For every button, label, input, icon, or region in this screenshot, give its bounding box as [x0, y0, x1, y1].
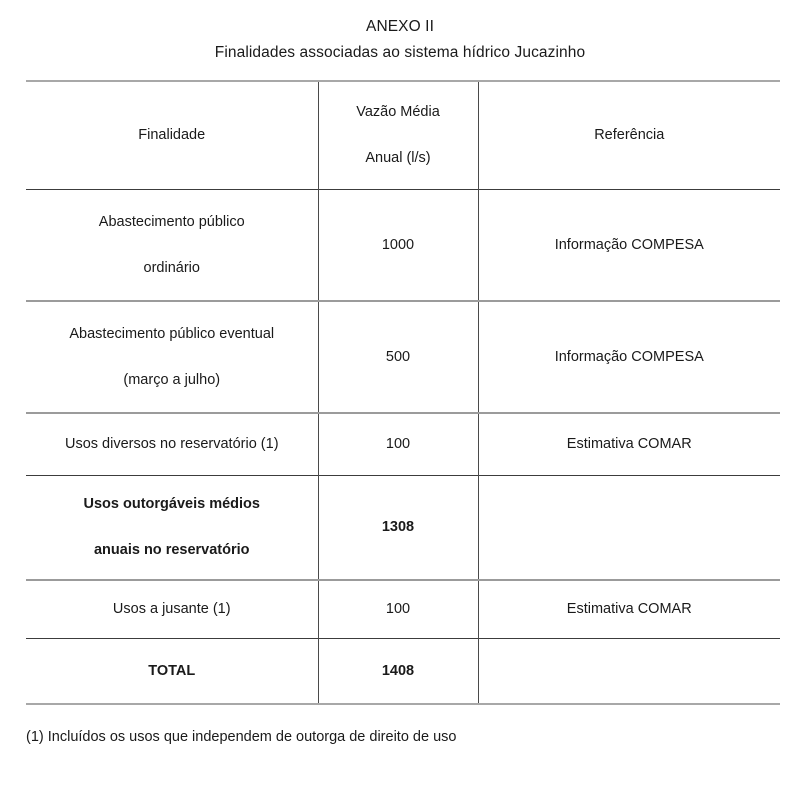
header-vazao-lines	[325, 82, 472, 189]
table-container	[0, 80, 800, 705]
header-label-vazao-line1: Vazão Média	[356, 104, 440, 121]
referencia-value: Informação COMPESA	[554, 236, 704, 253]
cell-vazao	[318, 189, 478, 301]
header-label-referencia: Referência	[594, 127, 665, 144]
header-cell-referencia	[478, 81, 780, 189]
table-row	[26, 189, 780, 301]
finalidade-line1: Abastecimento público eventual	[69, 326, 275, 342]
cell-referencia	[478, 301, 780, 413]
vazao-value: 1308	[381, 519, 415, 536]
vazao-value: 1000	[381, 236, 415, 253]
finalidade-line2: ordinário	[143, 259, 200, 276]
finalidade-line1: Usos outorgáveis médios	[83, 496, 260, 513]
vazao-value: 500	[385, 349, 411, 365]
cell-referencia	[478, 189, 780, 301]
cell-vazao	[318, 475, 478, 580]
finalidade-line2: (março a julho)	[123, 372, 221, 388]
finalidade-line1: Abastecimento público	[98, 213, 245, 230]
finalidades-table	[26, 80, 780, 705]
table-header-row	[26, 81, 780, 189]
cell-vazao	[318, 638, 478, 704]
cell-vazao	[318, 580, 478, 638]
page-subtitle: Finalidades associadas ao sistema hídrico Jucazinho	[214, 44, 586, 61]
table-row-total	[26, 638, 780, 704]
referencia-value: Informação COMPESA	[554, 349, 704, 365]
vazao-value: 1408	[381, 662, 415, 679]
vazao-value: 100	[385, 436, 411, 453]
document-title-block	[0, 0, 800, 66]
finalidade-line1: TOTAL	[148, 662, 196, 679]
header-label-vazao-line2: Anual (l/s)	[365, 150, 431, 167]
vazao-value: 100	[385, 601, 411, 618]
finalidade-lines	[32, 190, 312, 301]
cell-referencia	[478, 475, 780, 580]
header-cell-finalidade	[26, 81, 318, 189]
cell-vazao	[318, 301, 478, 413]
table-row	[26, 580, 780, 638]
finalidade-lines	[32, 302, 312, 412]
cell-referencia	[478, 580, 780, 638]
cell-finalidade	[26, 189, 318, 301]
table-row	[26, 413, 780, 475]
cell-vazao	[318, 413, 478, 475]
cell-finalidade	[26, 475, 318, 580]
cell-finalidade	[26, 413, 318, 475]
table-footnote: (1) Incluídos os usos que independem de outorga de direito de uso	[26, 729, 457, 745]
cell-finalidade	[26, 638, 318, 704]
table-row-highlight	[26, 475, 780, 580]
page-title: ANEXO II	[366, 18, 434, 35]
table-row	[26, 301, 780, 413]
cell-finalidade	[26, 580, 318, 638]
referencia-value: Estimativa COMAR	[566, 436, 692, 453]
finalidade-line1: Usos a jusante (1)	[112, 601, 231, 618]
cell-referencia	[478, 638, 780, 704]
cell-referencia	[478, 413, 780, 475]
header-cell-vazao	[318, 81, 478, 189]
referencia-value: Estimativa COMAR	[566, 601, 692, 618]
finalidade-line1: Usos diversos no reservatório (1)	[64, 436, 279, 453]
finalidade-line2: anuais no reservatório	[93, 542, 250, 559]
header-label-finalidade: Finalidade	[138, 127, 206, 144]
cell-finalidade	[26, 301, 318, 413]
finalidade-lines	[32, 476, 312, 580]
